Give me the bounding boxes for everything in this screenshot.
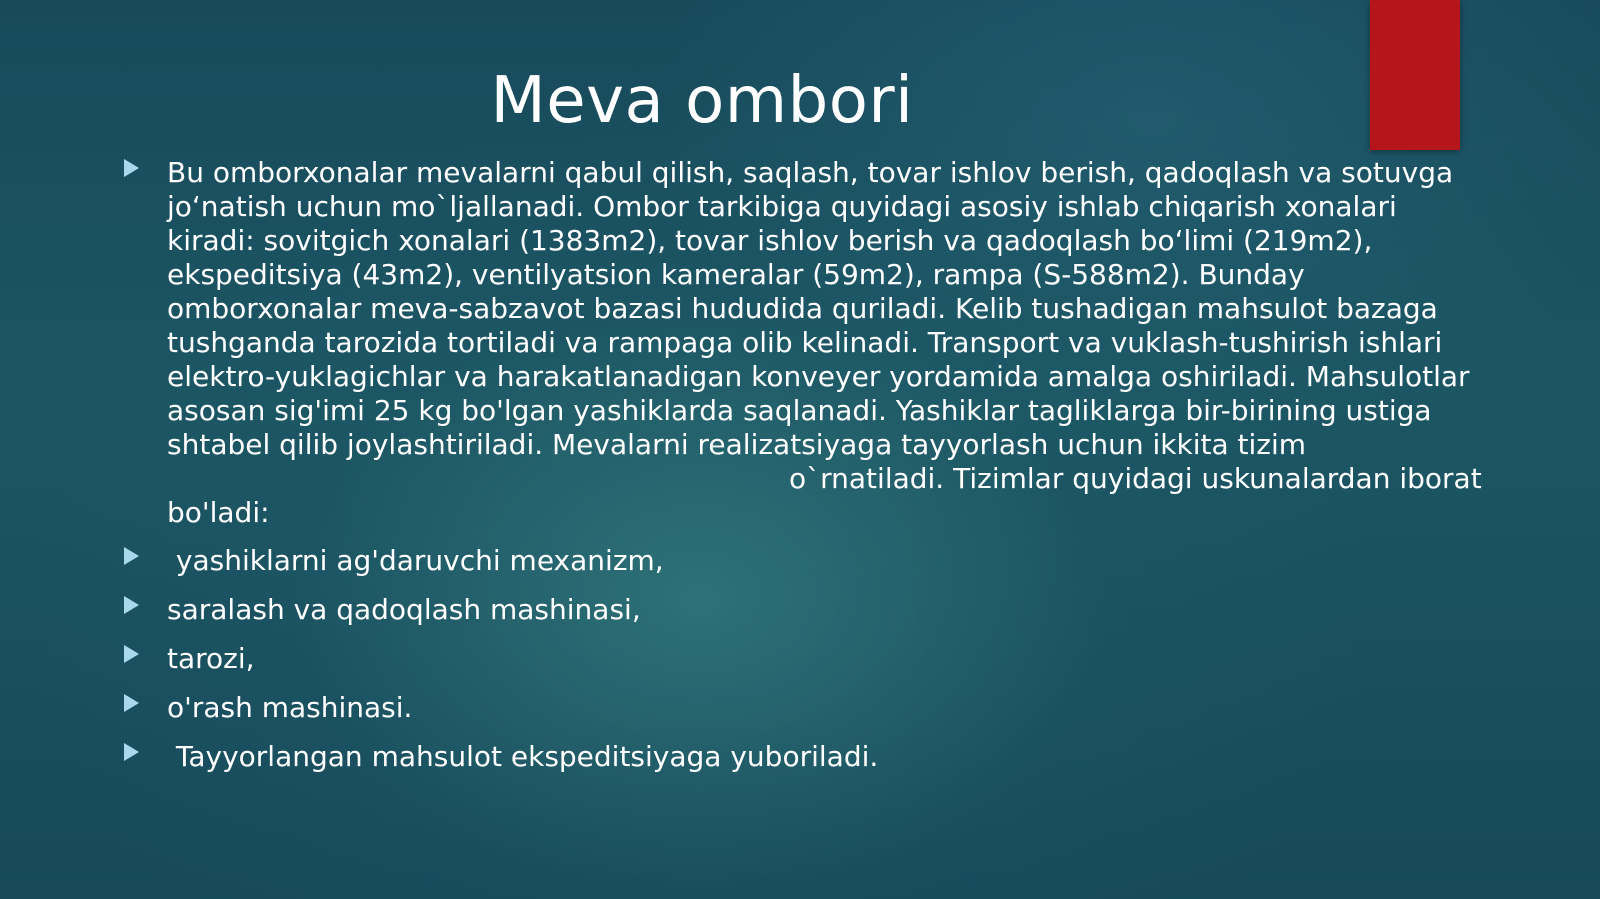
triangle-right-icon bbox=[124, 694, 139, 712]
bullet-text: o'rash mashinasi. bbox=[167, 691, 413, 724]
bullet-item-1 bbox=[122, 544, 1482, 578]
triangle-right-icon bbox=[124, 743, 139, 761]
bullet-paragraph bbox=[167, 156, 1482, 530]
bullet-item-main bbox=[122, 156, 1482, 530]
triangle-right-icon bbox=[124, 547, 139, 565]
triangle-right-icon bbox=[124, 645, 139, 663]
bullet-text: tarozi, bbox=[167, 642, 255, 675]
bullet-paragraph-part1: Bu omborxonalar mevalarni qabul qilish, saqlash, tovar ishlov berish, qadoqlash va sotuvga jo‘natish uchun mo`ljallanadi. Ombor tarkibiga quyidagi asosiy ishlab chiqarish xonalari kiradi: sovitgich xonalari (1383m2), tovar ishlov berish va qadoqlash bo‘limi (219m2), ekspeditsiya (43m2), ventilyatsion kameralar (59m2), rampa (S-588m2). Bunday omborxonalar meva-sabzavot bazasi hududida quriladi. Kelib tushadigan mahsulot bazaga tushganda tarozida tortiladi va rampaga olib kelinadi. Transport va vuklash-tushirish ishlari elektro-yuklagichlar va harakatlanadigan konveyer yordamida amalga oshiriladi. Mahsulotlar asosan sig'imi 25 kg bo'lgan yashiklarda saqlanadi. Yashiklar tagliklarga bir-birining ustiga shtabel qilib joylashtiriladi. Mevalarni realizatsiyaga tayyorlash uchun ikkita tizim bbox=[167, 156, 1470, 461]
bullet-item-5 bbox=[122, 740, 1482, 774]
bullet-text: Tayyorlangan mahsulot ekspeditsiyaga yuboriladi. bbox=[167, 740, 879, 773]
bullet-item-3 bbox=[122, 642, 1482, 676]
bullet-text: saralash va qadoqlash mashinasi, bbox=[167, 593, 641, 626]
bullet-item-4 bbox=[122, 691, 1482, 725]
bullet-paragraph-part2: o`rnatiladi. Tizimlar quyidagi uskunalardan iborat bo'ladi: bbox=[167, 462, 1482, 529]
triangle-right-icon bbox=[124, 159, 139, 177]
bullet-text: yashiklarni ag'daruvchi mexanizm, bbox=[167, 544, 664, 577]
triangle-right-icon bbox=[124, 596, 139, 614]
bullet-list bbox=[122, 156, 1482, 789]
slide-title: Meva ombori bbox=[490, 64, 914, 138]
bullet-item-2 bbox=[122, 593, 1482, 627]
